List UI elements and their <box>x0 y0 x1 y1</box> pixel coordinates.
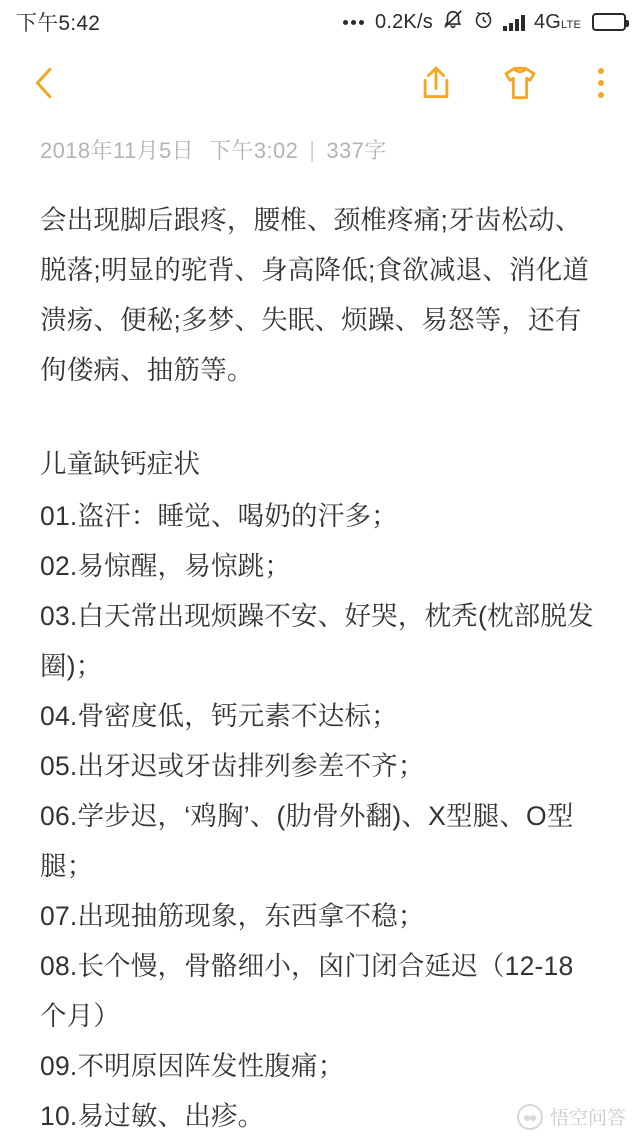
status-clock: 下午5:42 <box>16 12 101 35</box>
article-body <box>0 165 640 1138</box>
article-time: 下午3:02 <box>209 138 299 163</box>
watermark-label: 悟空问答 <box>549 1108 626 1129</box>
list-item: 04.骨密度低，钙元素不达标； <box>40 701 398 731</box>
article-word-count: 337字 <box>326 138 387 163</box>
article-meta <box>0 122 640 165</box>
t-shirt-icon[interactable] <box>500 63 540 103</box>
wukong-logo-icon <box>517 1104 543 1130</box>
app-toolbar <box>0 44 640 122</box>
list-item: 10.易过敏、出疹。 <box>40 1101 265 1131</box>
list-item: 01.盗汗：睡觉、喝奶的汗多； <box>40 501 398 531</box>
article-paragraph: 会出现脚后跟疼，腰椎、颈椎疼痛;牙齿松动、脱落;明显的驼背、身高降低;食欲减退、消化道溃疡、便秘;多梦、失眠、烦躁、易怒等，还有佝偻病、抽筋等。 <box>40 205 590 385</box>
list-item: 03.白天常出现烦躁不安、好哭，枕秃(枕部脱发圈)； <box>40 601 594 681</box>
status-bar <box>0 0 640 44</box>
list-item: 06.学步迟，‘鸡胸’、(肋骨外翻)、X型腿、O型腿； <box>40 801 574 881</box>
list-item: 09.不明原因阵发性腹痛； <box>40 1051 345 1081</box>
status-indicators <box>343 8 626 36</box>
article-section-title: 儿童缺钙症状 <box>40 449 201 479</box>
battery-icon <box>592 13 626 31</box>
mute-bell-icon <box>442 8 464 36</box>
list-item: 08.长个慢，骨骼细小，囟门闭合延迟（12-18个月） <box>40 951 574 1031</box>
list-item: 02.易惊醒，易惊跳； <box>40 551 292 581</box>
network-type-label: 4GLTE <box>533 10 581 33</box>
meta-separator: | <box>309 136 316 162</box>
network-speed-label: 0.2K/s <box>375 10 433 33</box>
overflow-menu-icon[interactable] <box>584 63 618 103</box>
list-item: 05.出牙迟或牙齿排列参差不齐； <box>40 751 425 781</box>
chevron-left-icon[interactable] <box>30 63 60 103</box>
watermark <box>517 1103 626 1130</box>
list-item: 07.出现抽筋现象，东西拿不稳； <box>40 901 425 931</box>
share-upload-icon[interactable] <box>418 64 454 102</box>
alarm-clock-icon <box>473 9 494 36</box>
signal-bars-icon <box>503 14 525 31</box>
more-dots-icon <box>343 20 364 25</box>
article-date: 2018年11月5日 <box>40 138 195 163</box>
